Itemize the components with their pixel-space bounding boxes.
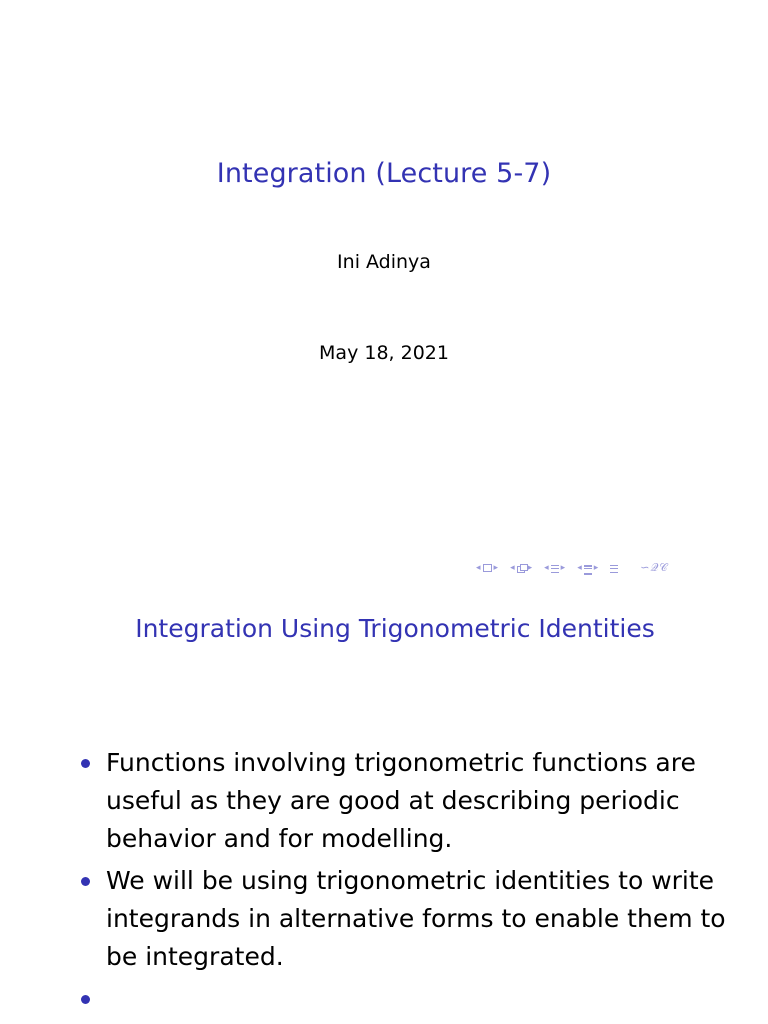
slide-box-icon[interactable]	[483, 564, 492, 572]
author-name: Ini Adinya	[337, 251, 431, 273]
section-icon[interactable]	[584, 564, 592, 572]
nav-left-arrow-icon[interactable]: ◂	[510, 562, 515, 573]
slide-title: Integration Using Trigonometric Identities	[135, 614, 655, 643]
nav-frame-group[interactable]	[510, 564, 532, 573]
nav-left-arrow-icon[interactable]: ◂	[476, 562, 481, 573]
list-item: Functions involving trigonometric functions are useful as they are good at describing periodic behavior and for modelling.	[76, 744, 736, 858]
nav-right-arrow-icon[interactable]: ▸	[527, 562, 533, 573]
bullet-list	[76, 744, 736, 1022]
nav-subsection-group[interactable]	[544, 564, 565, 573]
content-slide	[0, 582, 768, 1024]
nav-right-arrow-icon[interactable]: ▸	[593, 562, 599, 573]
list-item	[76, 980, 736, 1018]
subsection-icon[interactable]	[551, 564, 559, 572]
nav-slide-group[interactable]	[476, 564, 498, 573]
nav-left-arrow-icon[interactable]: ◂	[577, 562, 582, 573]
nav-section-group[interactable]	[577, 564, 598, 573]
frame-stack-icon[interactable]	[517, 564, 526, 572]
presentation-date: May 18, 2021	[319, 342, 449, 364]
presentation-title: Integration (Lecture 5-7)	[216, 158, 552, 189]
nav-document-group[interactable]	[610, 564, 618, 572]
beamer-navigation-bar	[476, 560, 668, 576]
document-icon[interactable]	[610, 564, 618, 572]
nav-right-arrow-icon[interactable]: ▸	[560, 562, 566, 573]
search-icon[interactable]: ∽𝒬𝒞	[640, 561, 669, 574]
list-item: We will be using trigonometric identities to write integrands in alternative forms to enable them to be integrated.	[76, 862, 736, 976]
nav-left-arrow-icon[interactable]: ◂	[544, 562, 549, 573]
nav-right-arrow-icon[interactable]: ▸	[493, 562, 499, 573]
